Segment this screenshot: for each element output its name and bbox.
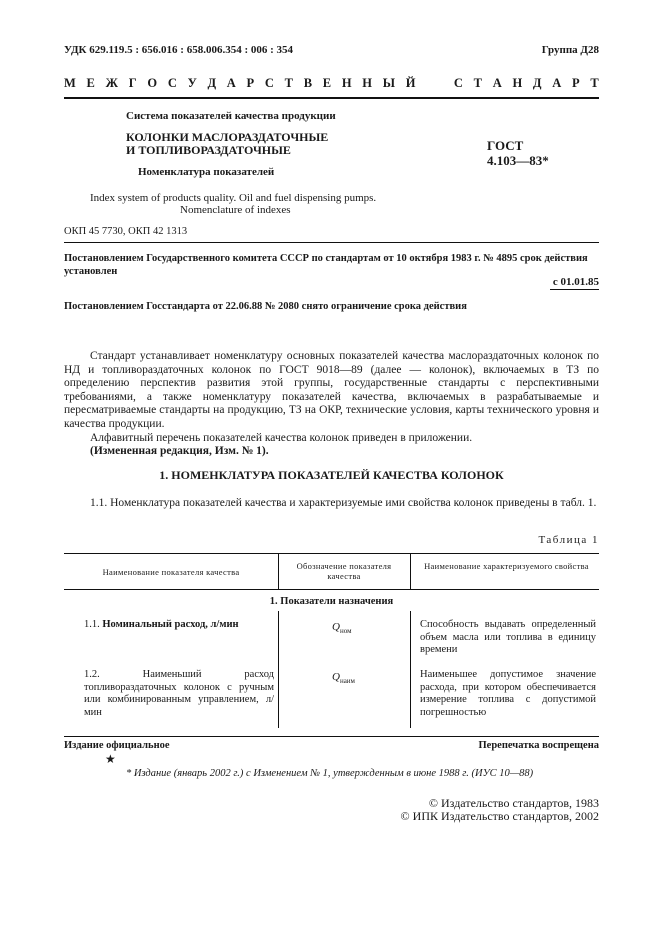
gost-number <box>487 138 549 168</box>
table-subheading: 1. Показатели назначения <box>269 596 394 607</box>
table-label: Таблица 1 <box>538 534 599 546</box>
table-header-divider-2 <box>410 553 411 589</box>
heading-letter: Д <box>532 76 542 90</box>
heading-letter: Т <box>590 76 599 90</box>
gost-code: 4.103—83* <box>487 153 549 168</box>
intro-text <box>64 350 599 459</box>
row-symbol-letter: Q <box>332 671 340 683</box>
table-header-rule <box>64 589 599 590</box>
header-indicator-symbol: Обозначение показателя качества <box>296 561 392 581</box>
copyright-2002: © ИПК Издательство стандартов, 2002 <box>400 809 599 823</box>
heading-letter: А <box>492 76 502 90</box>
heading-letter: Ж <box>105 76 118 90</box>
heading-letter: С <box>264 76 274 90</box>
decree-1: Постановлением Государственного комитета СССР по стандартам от 10 октября 1983 г. № 4895 срок действия установлен <box>64 253 588 277</box>
row-number: 1.1. <box>84 619 100 630</box>
okp-codes: ОКП 45 7730, ОКП 42 1313 <box>64 226 188 237</box>
row-symbol <box>332 671 355 685</box>
document-title <box>126 131 328 157</box>
heading-letter: Г <box>128 76 137 90</box>
group-code: Группа Д28 <box>541 44 599 56</box>
heading-letter: Т <box>473 76 482 90</box>
title-line-2: И ТОПЛИВОРАЗДАТОЧНЫЕ <box>126 143 291 157</box>
table-header-divider-1 <box>278 553 279 589</box>
intro-amendment-note: (Измененная редакция, Изм. № 1). <box>90 445 269 458</box>
english-title-line-2: Nomenclature of indexes <box>180 204 291 216</box>
clause-1-1: 1.1. Номенклатура показателей качества и характеризуемые ими свойства колонок приведены в табл. 1. <box>90 497 597 509</box>
row-indicator-name: Номинальный расход, л/мин <box>102 619 239 630</box>
row-symbol <box>332 621 352 635</box>
heading-letter: А <box>226 76 236 90</box>
copyright-1983: © Издательство стандартов, 1983 <box>428 796 599 810</box>
heading-letter: Т <box>284 76 293 90</box>
english-title <box>90 192 376 216</box>
heading-letter: С <box>167 76 177 90</box>
indicators-table <box>64 553 599 728</box>
section-1-text <box>64 496 599 510</box>
row-property: Способность выдавать определенный объем масла или топлива в единицу времени <box>420 619 596 655</box>
heading-letter: В <box>303 76 313 90</box>
heading-letter: Р <box>571 76 580 90</box>
row-indicator-name: Наименьший расход топливораздаточных колонок с ручным или комбинированным управлением, л/мин <box>84 669 274 718</box>
intro-paragraph-1: Стандарт устанавливает номенклатуру основных показателей качества маслораздаточных колонок по НД и топливораздаточных колонок по ГОСТ 9018—89 (далее — колонок), включаемых в ТЗ по определению перспектив развития этой группы, государственные стандарты с перспективными требованиями, а также номенклатуру показателей качества, включаемых в разрабатываемые и пересматриваемые стандарты на продукцию, ТЗ на ОКР, технические условия, карты технического уровня и качества продукции. <box>64 350 599 430</box>
header-indicator-name: Наименование показателя качества <box>102 567 240 577</box>
english-title-line-1: Index system of products quality. Oil and fuel dispensing pumps. <box>90 192 377 204</box>
udk-code: УДК 629.119.5 : 656.016 : 658.006.354 : 006 : 354 <box>64 44 294 56</box>
row-property: Наименьшее допустимое значение расхода, при котором обеспечивается измерение топлива с допустимой погрешностью <box>420 669 596 718</box>
reprint-prohibited-label: Перепечатка воспрещена <box>478 740 599 751</box>
heading-letter: О <box>147 76 158 90</box>
heading-letter: У <box>187 76 197 90</box>
footer-rule <box>64 736 599 737</box>
heading-letter: Р <box>246 76 255 90</box>
heading-letter: М <box>64 76 76 90</box>
heading-letter: Д <box>207 76 217 90</box>
heading-letter <box>426 76 429 91</box>
table-top-rule <box>64 553 599 554</box>
okp-rule <box>64 242 599 243</box>
table-row <box>84 619 274 632</box>
heading-letter <box>440 76 443 91</box>
effective-date: с 01.01.85 <box>552 276 599 288</box>
edition-footnote: * Издание (январь 2002 г.) с Изменением № 1, утвержденным в июне 1988 г. (ИУС 10—88) <box>126 768 534 779</box>
table-body-divider-1 <box>278 611 279 728</box>
heading-letter: Н <box>512 76 523 90</box>
system-title: Система показателей качества продукции <box>126 110 336 122</box>
star-icon: ★ <box>105 752 116 766</box>
heading-letter: Е <box>322 76 332 90</box>
section-1-heading: 1. НОМЕНКЛАТУРА ПОКАЗАТЕЛЕЙ КАЧЕСТВА КОЛОНОК <box>159 468 504 482</box>
table-body-divider-2 <box>410 611 411 728</box>
nomenclature-subtitle: Номенклатура показателей <box>138 166 275 178</box>
date-rule <box>550 289 599 290</box>
official-edition-label: Издание официальное <box>64 740 170 751</box>
row-number: 1.2. <box>84 669 100 680</box>
heading-letter: Ы <box>382 76 396 90</box>
heading-letter: С <box>453 76 463 90</box>
row-symbol-subscript: ном <box>339 627 352 636</box>
heading-letter: А <box>552 76 562 90</box>
row-symbol-letter: Q <box>332 621 340 633</box>
intro-paragraph-2: Алфавитный перечень показателей качества колонок приведен в приложении. <box>90 431 473 444</box>
interstate-standard-heading <box>64 76 599 91</box>
heading-letter: Е <box>86 76 95 90</box>
decree-2: Постановлением Госстандарта от 22.06.88 № 2080 снято ограничение срока действия <box>64 301 467 312</box>
title-line-1: КОЛОНКИ МАСЛОРАЗДАТОЧНЫЕ <box>126 130 329 144</box>
header-rule <box>64 97 599 99</box>
heading-letter: Н <box>341 76 352 90</box>
heading-letter: Н <box>362 76 373 90</box>
table-row <box>84 669 274 719</box>
row-symbol-subscript: наим <box>339 677 355 686</box>
heading-letter: Й <box>405 76 416 90</box>
gost-label: ГОСТ <box>487 138 524 153</box>
header-property-name: Наименование характеризуемого свойства <box>424 561 589 571</box>
